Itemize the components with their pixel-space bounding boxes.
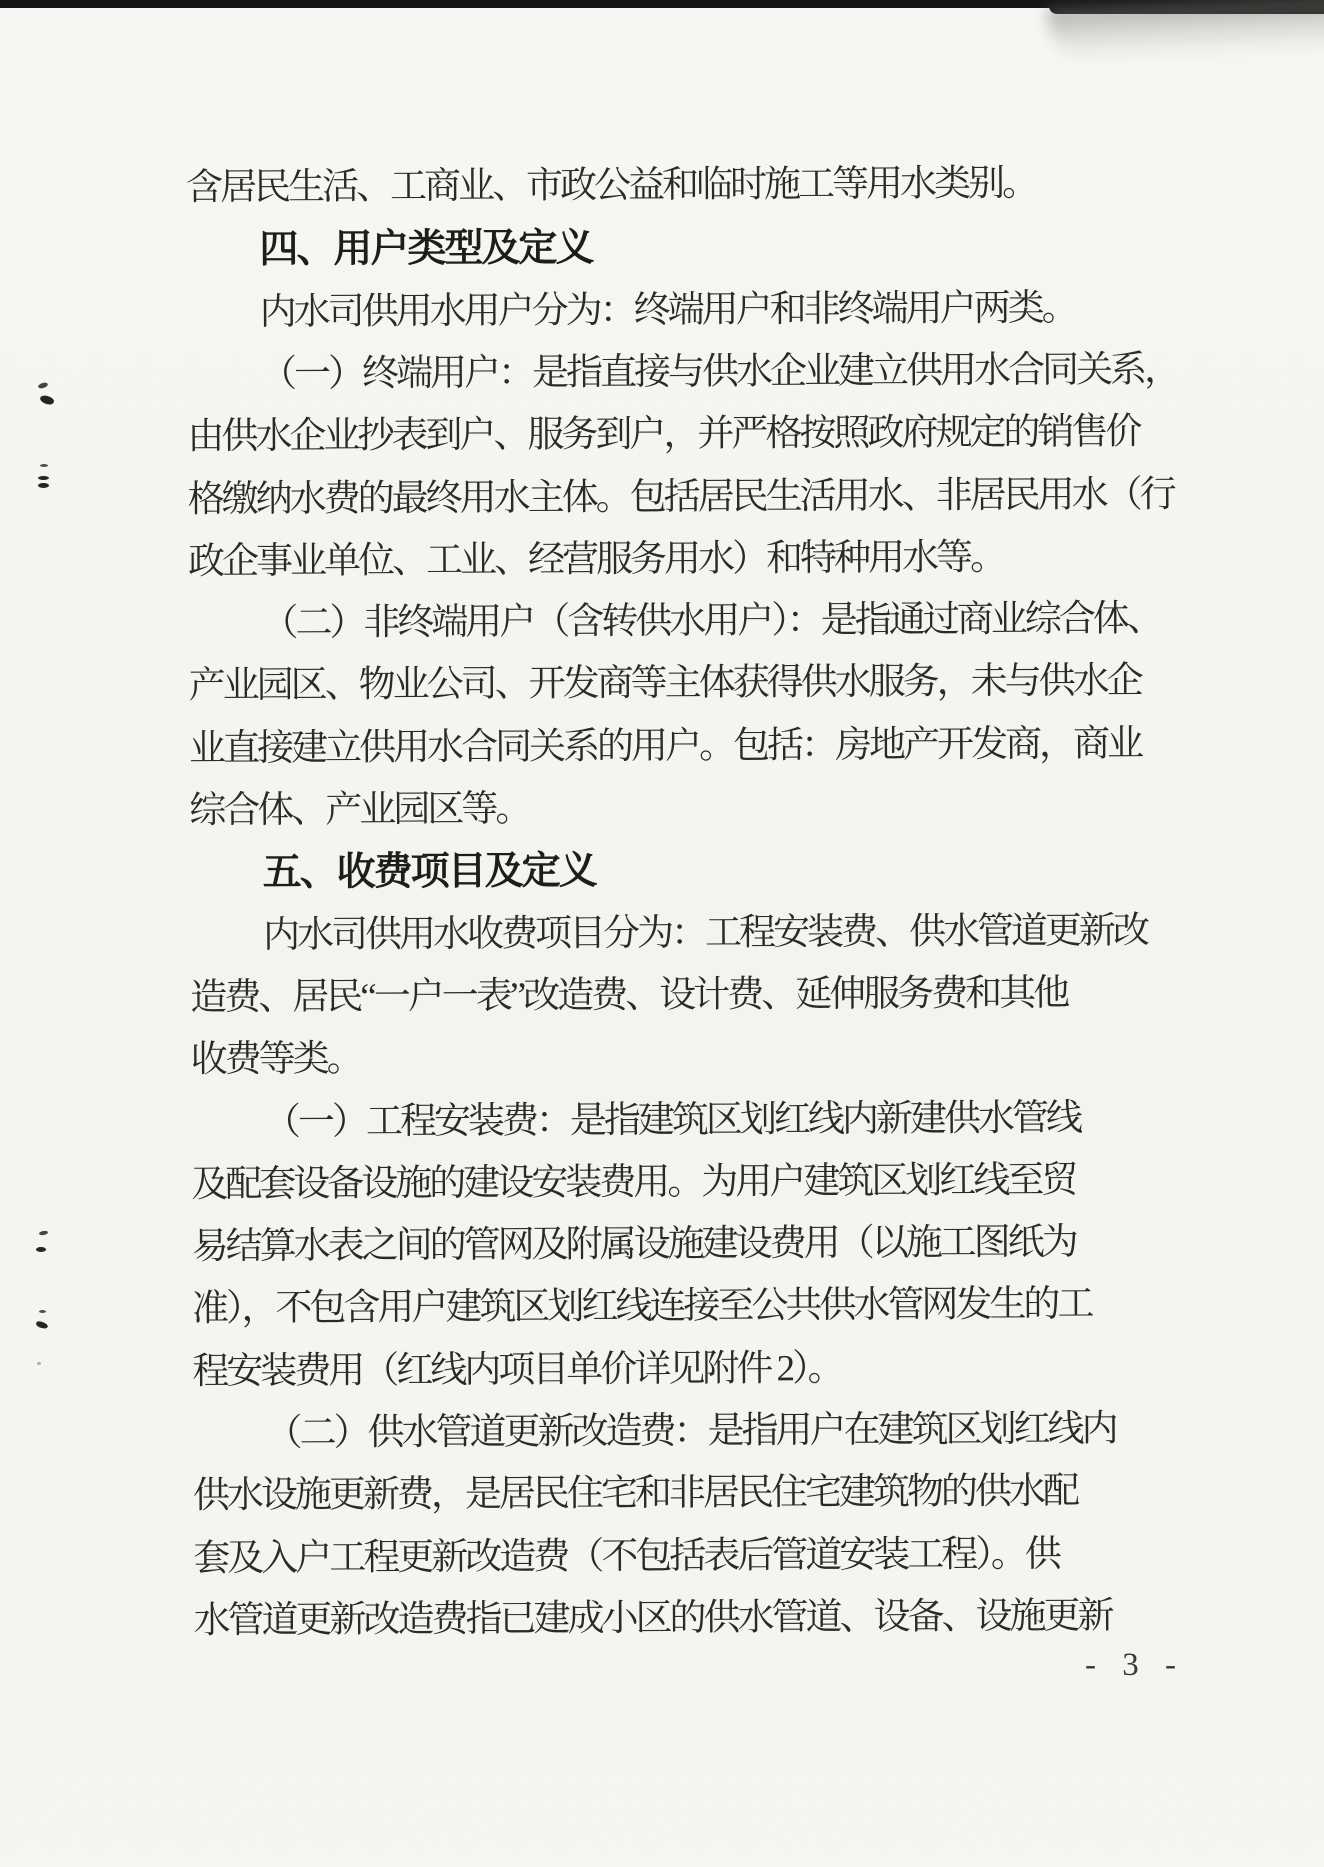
ink-mark: [39, 1310, 46, 1313]
body-line: 内水司供用水用户分为：终端用户和非终端用户两类。: [259, 287, 1076, 334]
body-line: 准），不包含用户建筑区划红线连接至公共供水管网发生的工: [191, 1283, 1092, 1330]
body-line: （一）终端用户：是指直接与供水企业建立供用水合同关系，: [259, 349, 1179, 396]
body-line: 产业园区、物业公司、开发商等主体获得供水服务，未与供水企: [188, 660, 1141, 707]
body-line: 格缴纳水费的最终用水主体。包括居民生活用水、非居民用水（行: [187, 474, 1174, 521]
body-line: 内水司供用水收费项目分为：工程安装费、供水管道更新改: [262, 910, 1148, 957]
body-line: 造费、居民“一户一表”改造费、设计费、延伸服务费和其他: [190, 972, 1068, 1019]
page-number: - 3 -: [1085, 1647, 1185, 1683]
body-line: （二）非终端用户（含转供水用户）：是指通过商业综合体、: [261, 598, 1161, 645]
ink-mark: [40, 464, 48, 467]
section-heading: 五、收费项目及定义: [262, 849, 596, 895]
body-line: 水管道更新改造费指已建成小区的供水管道、设备、设施更新: [193, 1595, 1112, 1642]
ink-mark: [38, 476, 49, 480]
body-line: 由供水企业抄表到户、服务到户，并严格按照政府规定的销售价: [187, 411, 1140, 458]
ink-mark: [36, 1247, 46, 1252]
body-line: 综合体、产业园区等。: [189, 788, 530, 832]
body-line: 易结算水表之间的管网及附属设施建设费用（以施工图纸为: [191, 1221, 1076, 1268]
body-line: 含居民生活、工商业、市政公益和临时施工等用水类别。: [185, 163, 1037, 209]
body-line: （二）供水管道更新改造费：是指用户在建筑区划红线内: [265, 1408, 1116, 1455]
body-line: 供水设施更新费，是居民住宅和非居民住宅建筑物的供水配: [192, 1470, 1078, 1517]
section-heading: 四、用户类型及定义: [259, 226, 593, 272]
body-line: 收费等类。: [190, 1038, 361, 1081]
body-line: 程安装费用（红线内项目单价详见附件 2）。: [192, 1348, 842, 1393]
body-line: 政企事业单位、工业、经营服务用水）和特种用水等。: [187, 537, 1005, 583]
ink-mark: [38, 483, 49, 488]
body-line: 及配套设备设施的建设安装费用。为用户建筑区划红线至贸: [191, 1159, 1076, 1206]
body-line: 套及入户工程更新改造费（不包括表后管道安装工程）。供: [193, 1533, 1059, 1580]
ink-mark: [37, 1362, 41, 1365]
body-line: （一）工程安装费：是指建筑区划红线内新建供水管线: [263, 1097, 1081, 1144]
body-line: 业直接建立供用水合同关系的用户。包括：房地产开发商，商业: [188, 723, 1142, 770]
